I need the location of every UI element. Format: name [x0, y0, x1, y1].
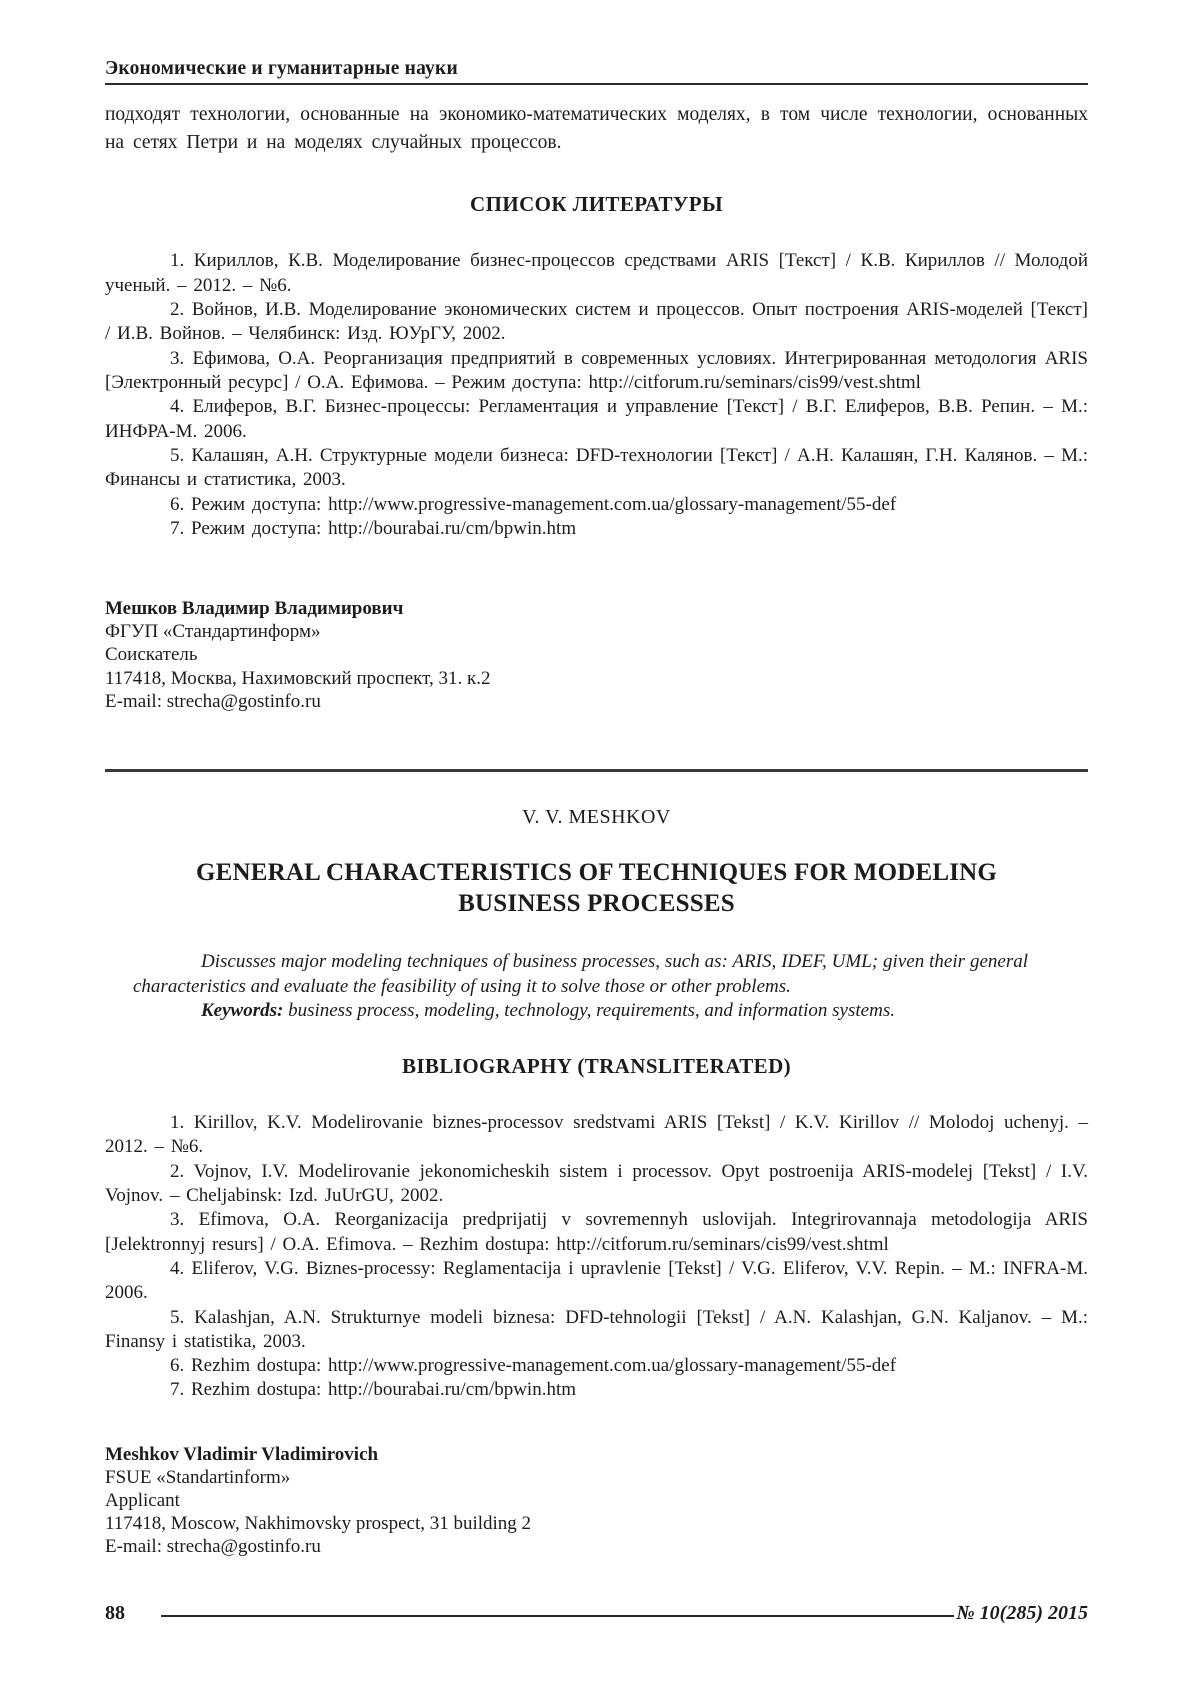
author-block-russian: [105, 597, 1088, 713]
reference-item: 2. Войнов, И.В. Моделирование экономических систем и процессов. Опыт построения ARIS-моделей [Текст] / И.В. Войнов. – Челябинск: Изд. ЮУрГУ, 2002.: [105, 299, 1088, 345]
transliterated-bibliography-heading: BIBLIOGRAPHY (TRANSLITERATED): [401, 1054, 792, 1079]
article-title: GENERAL CHARACTERISTICS OF TECHNIQUES FOR MODELING BUSINESS PROCESSES: [195, 858, 998, 918]
english-author-line: V. V. MESHKOV: [522, 805, 671, 828]
reference-item: 3. Efimova, O.A. Reorganizacija predprijatij v sovremennyh uslovijah. Integrirovannaja metodologija ARIS [Jelektronnyj resurs] / O.A. Efimova. – Rezhim dostupa: http://citforum.ru/seminars/cis99/vest.shtml: [105, 1209, 1088, 1255]
intro-paragraph: подходят технологии, основанные на экономико-математических моделях, в том числе технологии, основанных на сетях Петри и на моделях случайных процессов.: [105, 104, 1088, 153]
reference-item: 5. Калашян, А.Н. Структурные модели бизнеса: DFD-технологии [Текст] / А.Н. Калашян, Г.Н. Калянов. – М.: Финансы и статистика, 2003.: [105, 444, 1088, 491]
reference-item: 7. Режим доступа: http://bourabai.ru/cm/bpwin.htm: [170, 517, 577, 539]
author-address: 117418, Moscow, Nakhimovsky prospect, 31 building 2: [105, 1513, 532, 1535]
author-name: Мешков Владимир Владимирович: [105, 598, 404, 620]
author-affiliation: ФГУП «Стандартинформ»: [105, 621, 321, 643]
russian-bibliography-heading: СПИСОК ЛИТЕРАТУРЫ: [470, 192, 723, 217]
footer-rule: [161, 1615, 954, 1617]
author-role: Соискатель: [105, 644, 198, 666]
keywords-text: business process, modeling, technology, requirements, and information systems.: [288, 1000, 895, 1022]
abstract-block: [133, 950, 1028, 1024]
reference-item: 5. Kalashjan, A.N. Strukturnye modeli biznesa: DFD-tehnologii [Tekst] / A.N. Kalashjan, G.N. Kaljanov. – M.: Finansy i statistika, 2003.: [105, 1306, 1088, 1352]
reference-item: 4. Елиферов, В.Г. Бизнес-процессы: Регламентация и управление [Текст] / В.Г. Елиферов, В.В. Репин. – М.: ИНФРА-М. 2006.: [105, 396, 1088, 442]
author-email: E-mail: strecha@gostinfo.ru: [105, 1536, 321, 1558]
reference-item: 2. Vojnov, I.V. Modelirovanie jekonomicheskih sistem i processov. Opyt postroenija ARIS-modelej [Tekst] / I.V. Vojnov. – Cheljabinsk: Izd. JuUrGU, 2002.: [105, 1160, 1088, 1206]
abstract-text: Discusses major modeling techniques of business processes, such as: ARIS, IDEF, UML; given their general characteristics and evaluate the feasibility of using it to solve those or other problems.: [133, 950, 1028, 997]
author-email: E-mail: strecha@gostinfo.ru: [105, 690, 321, 712]
page-footer: [105, 1602, 1088, 1625]
running-header-title: Экономические и гуманитарные науки: [105, 58, 458, 79]
reference-item: 6. Режим доступа: http://www.progressive-management.com.ua/glossary-management/55-def: [170, 493, 897, 515]
keywords-label: Keywords:: [201, 1000, 284, 1022]
transliterated-reference-list: [105, 1111, 1088, 1403]
author-name: Meshkov Vladimir Vladimirovich: [105, 1443, 379, 1465]
section-divider: [105, 769, 1088, 772]
reference-item: 7. Rezhim dostupa: http://bourabai.ru/cm/bpwin.htm: [170, 1379, 577, 1401]
reference-item: 6. Rezhim dostupa: http://www.progressive-management.com.ua/glossary-management/55-def: [170, 1355, 897, 1377]
reference-item: 4. Eliferov, V.G. Biznes-processy: Reglamentacija i upravlenie [Tekst] / V.G. Eliferov, V.V. Repin. – M.: INFRA-M. 2006.: [105, 1257, 1088, 1304]
reference-item: 1. Kirillov, K.V. Modelirovanie biznes-processov sredstvami ARIS [Tekst] / K.V. Kirillov // Molodoj uchenyj. – 2012. – №6.: [105, 1112, 1088, 1158]
author-address: 117418, Москва, Нахимовский проспект, 31. к.2: [105, 667, 491, 689]
reference-item: 1. Кириллов, К.В. Моделирование бизнес-процессов средствами ARIS [Текст] / К.В. Кириллов // Молодой ученый. – 2012. – №6.: [105, 250, 1088, 296]
running-header: [105, 58, 1088, 85]
page-number: 88: [105, 1602, 125, 1624]
issue-label: № 10(285) 2015: [956, 1602, 1088, 1624]
reference-item: 3. Ефимова, О.А. Реорганизация предприятий в современных условиях. Интегрированная методология ARIS [Электронный ресурс] / О.А. Ефимова. – Режим доступа: http://citforum.ru/seminars/cis99/vest.shtml: [105, 347, 1088, 393]
author-role: Applicant: [105, 1490, 180, 1512]
russian-reference-list: [105, 249, 1088, 541]
keywords-line: [133, 999, 1028, 1024]
author-affiliation: FSUE «Standartinform»: [105, 1466, 291, 1488]
author-block-english: [105, 1443, 1088, 1559]
